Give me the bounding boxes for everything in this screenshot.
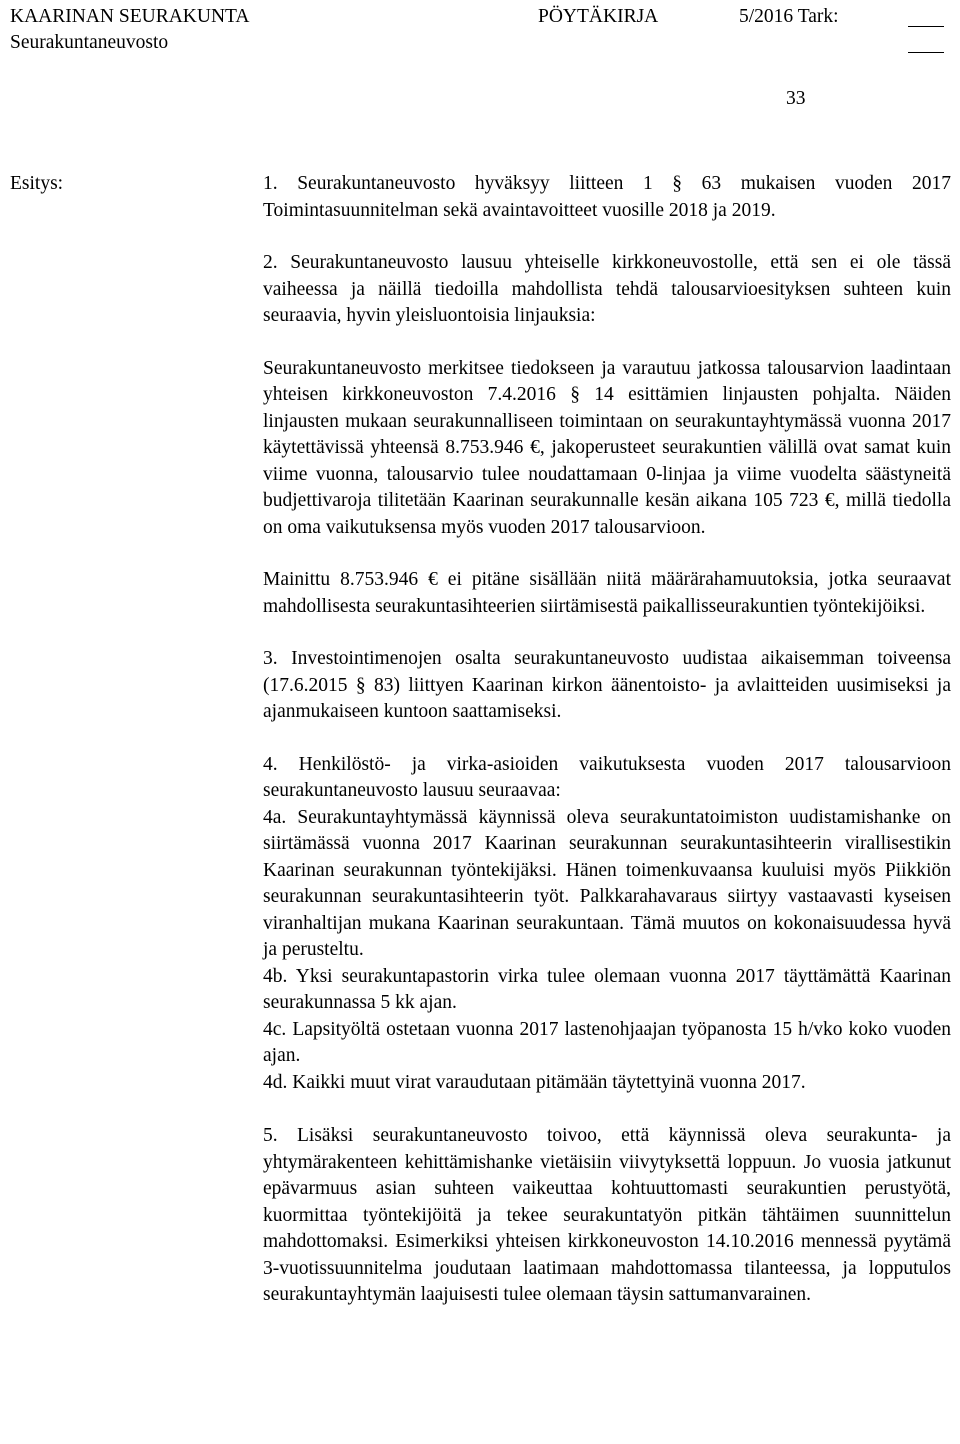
page-number: 33 xyxy=(786,88,806,109)
inspector-initials-line-2 xyxy=(908,52,944,53)
item-3: 3. Investointimenojen osalta seurakuntaneuvosto uudistaa aikaisemman toiveensa (17.6.2015 § 83) liittyen Kaarinan kirkon äänentoisto- ja avlaitteiden uusimiseksi ja ajanmukaiseen kuntoon saattamiseksi. xyxy=(263,648,951,722)
item-5: 5. Lisäksi seurakuntaneuvosto toivoo, että käynnissä oleva seurakunta- ja yhtymärakenteen kehittämishanke vietäisiin viivytyksettä loppuun. Jo vuosia jatkunut epävarmuus asian suhteen vaikeuttaa kohtuuttomasti seurakuntien perustyötä, kuormittaa työntekijöitä ja tekee seurakuntatyön pitkän tähtäimen suunnittelun mahdottomaksi. Esimerkiksi yhteisen kirkkoneuvoston 14.10.2016 mennessä pyytämä 3-vuotissuunnitelma joudutaan laatimaan mahdottomassa tilanteessa, ja lopputulos seurakuntayhtymän laajuisesti tulee olemaan täysin sattumanvarainen. xyxy=(263,1125,951,1305)
proposal-label: Esitys: xyxy=(10,173,64,194)
inspector-initials-line-1 xyxy=(908,26,944,27)
item-4d: 4d. Kaikki muut virat varaudutaan pitämään täytettyinä vuonna 2017. xyxy=(263,1071,806,1093)
organization-name: KAARINAN SEURAKUNTA xyxy=(10,6,250,27)
item-1: 1. Seurakuntaneuvosto hyväksyy liitteen 1 § 63 mukaisen vuoden 2017 Toimintasuunnitelman sekä avaintavoitteet vuosille 2018 ja 2019. xyxy=(263,173,951,221)
document-number: 5/2016 Tark: xyxy=(739,6,839,27)
item-2: 2. Seurakuntaneuvosto lausuu yhteiselle kirkkoneuvostolle, että sen ei ole tässä vaiheessa ja näillä tiedoilla mahdollista tehdä talousarvioesityksen suhteen kuin seuraavia, hyvin yleisluontoisia linjauksia: xyxy=(263,252,951,326)
body-name: Seurakuntaneuvosto xyxy=(10,32,169,53)
item-4: 4. Henkilöstö- ja virka-asioiden vaikutuksesta vuoden 2017 talousarvioon seurakuntaneuvosto lausuu seuraavaa: xyxy=(263,753,951,801)
item-4a: 4a. Seurakuntayhtymässä käynnissä oleva seurakuntatoimiston uudistamishanke on siirtämässä vuonna 2017 Kaarinan seurakunnan seurakuntasihteerin virallisestikin Kaarinan seurakunnan työntekijäksi. Hänen toimenkuvaansa kuuluisi myös Piikkiön seurakunnan seurakuntasihteerin työt. Palkkarahavaraus siirtyy vastaavasti kyseisen viranhaltijan mukana Kaarinan seurakuntaan. Tämä muutos on kokonaisuudessa hyvä ja perusteltu. xyxy=(263,806,951,960)
item-4c: 4c. Lapsityöltä ostetaan vuonna 2017 lastenohjaajan työpanosta 15 h/vko koko vuoden ajan. xyxy=(263,1018,951,1066)
item-2-statement: Seurakuntaneuvosto merkitsee tiedokseen ja varautuu jatkossa talousarvion laadintaan yhteisen kirkkoneuvoston 7.4.2016 § 14 esittämien linjausten pohjalta. Näiden linjausten mukaan seurakunnalliseen toimintaan on seurakuntayhtymässä vuonna 2017 käytettävissä yhteensä 8.753.946 €, jakoperusteet seurakuntien välillä ovat samat kuin viime vuonna, talousarvio tulee noudattamaan 0-linjaa ja viime vuodelta säästyneitä budjettivaroja tilitetään Kaarinan seurakunnalle kesän aikana 105 723 €, millä tiedolla on oma vaikutuksensa myös vuoden 2017 talousarvioon. xyxy=(263,357,951,538)
item-2-note: Mainittu 8.753.946 € ei pitäne sisällään niitä määrärahamuutoksia, jotka seuraavat mahdollisesta seurakuntasihteerien siirtämisestä paikallisseurakuntien työntekijöiksi. xyxy=(263,569,951,617)
proposal-body xyxy=(263,171,951,1309)
item-4b: 4b. Yksi seurakuntapastorin virka tulee olemaan vuonna 2017 täyttämättä Kaarinan seurakunnassa 5 kk ajan. xyxy=(263,965,951,1013)
document-type: PÖYTÄKIRJA xyxy=(538,6,659,27)
